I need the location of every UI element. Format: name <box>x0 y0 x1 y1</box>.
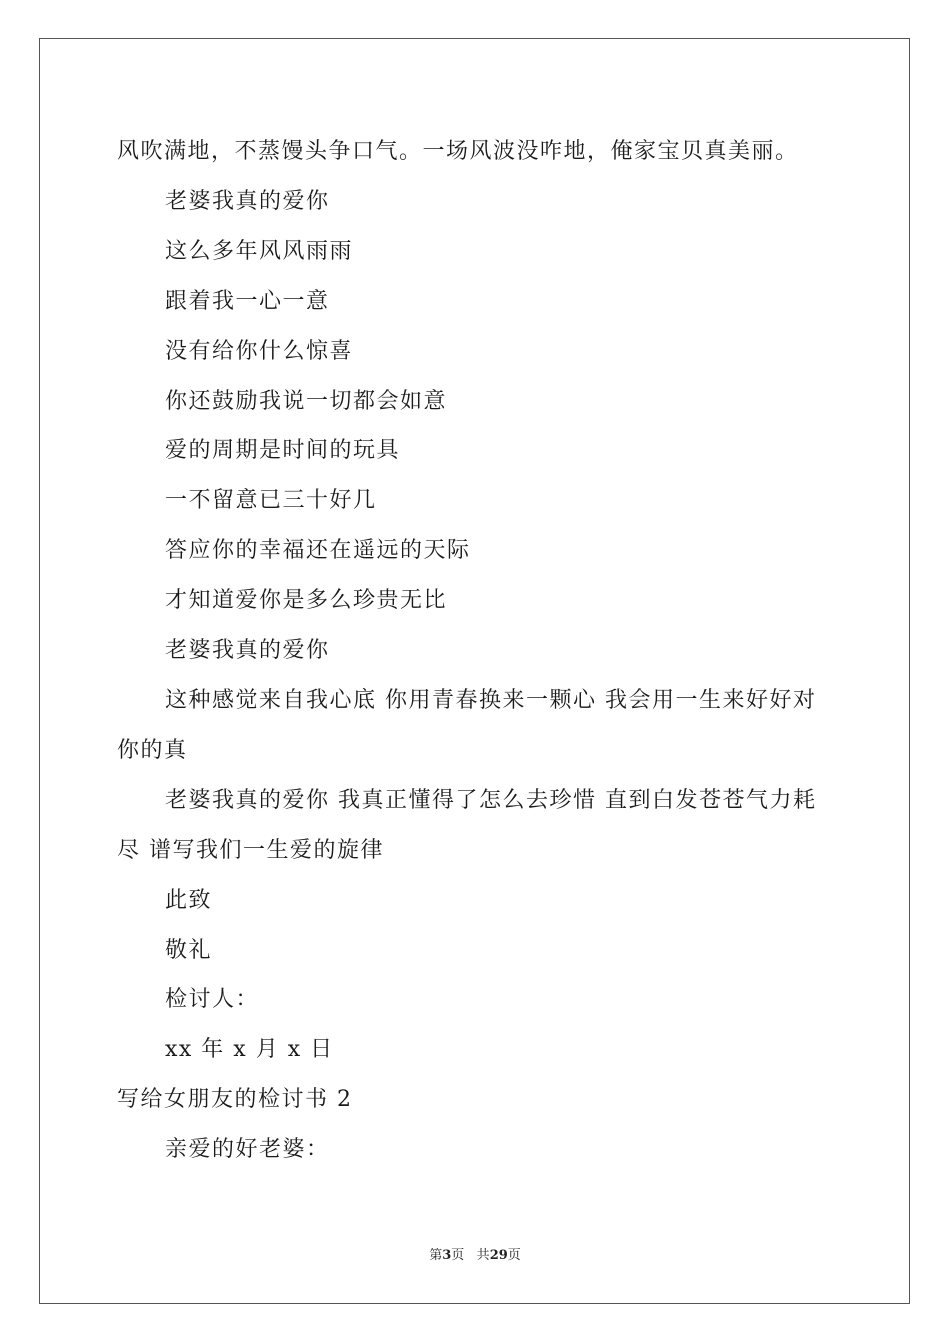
footer-page-suffix: 页 <box>451 1248 465 1263</box>
footer-total-suffix: 页 <box>507 1248 521 1263</box>
footer-total-prefix: 共 <box>476 1248 490 1263</box>
text-line: 这种感觉来自我心底 你用青春换来一颗心 我会用一生来好好对 <box>165 687 817 713</box>
greeting-line: 亲爱的好老婆： <box>165 1137 330 1163</box>
text-line: 老婆我真的爱你 <box>165 638 330 664</box>
closing-salutation: 此致 <box>165 887 213 913</box>
date-line: xx 年 x 月 x 日 <box>165 1037 334 1063</box>
text-line: 跟着我一心一意 <box>165 288 330 314</box>
text-line: 爱的周期是时间的玩具 <box>165 438 401 464</box>
closing-regards: 敬礼 <box>165 937 213 963</box>
text-line: 这么多年风风雨雨 <box>165 238 354 264</box>
footer-total-pages: 29 <box>489 1248 508 1263</box>
section-heading: 写给女朋友的检讨书 2 <box>117 1087 353 1113</box>
text-line: 尽 谱写我们一生爱的旋律 <box>117 837 384 863</box>
document-body <box>117 127 837 1175</box>
footer-prefix: 第 <box>429 1248 443 1263</box>
text-line: 你的真 <box>117 737 188 763</box>
signature-line: 检讨人： <box>165 987 260 1013</box>
footer-page-number: 3 <box>442 1248 452 1263</box>
text-line: 一不留意已三十好几 <box>165 488 377 514</box>
text-line: 风吹满地，不蒸馒头争口气。一场风波没咋地，俺家宝贝真美丽。 <box>117 139 799 164</box>
page-footer <box>0 1247 950 1265</box>
text-line: 才知道爱你是多么珍贵无比 <box>165 588 448 614</box>
text-line: 老婆我真的爱你 我真正懂得了怎么去珍惜 直到白发苍苍气力耗 <box>165 787 817 813</box>
text-line: 你还鼓励我说一切都会如意 <box>165 388 448 414</box>
text-line: 答应你的幸福还在遥远的天际 <box>165 538 471 564</box>
text-line: 没有给你什么惊喜 <box>165 338 354 364</box>
text-line: 老婆我真的爱你 <box>165 188 330 214</box>
